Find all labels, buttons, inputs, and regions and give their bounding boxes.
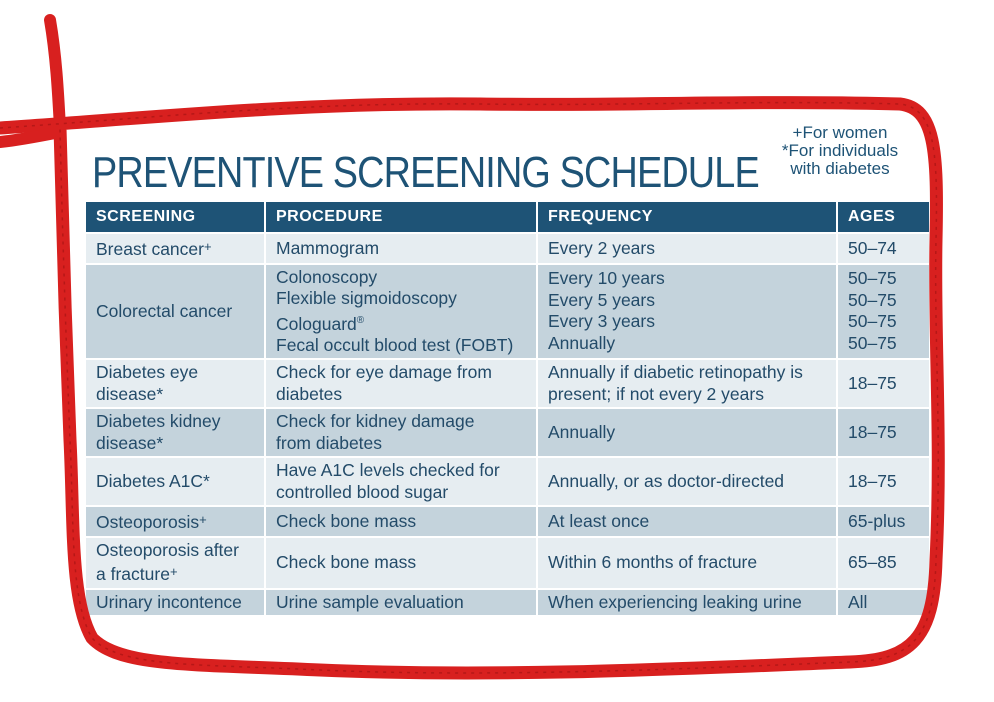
- screening-line: disease*: [96, 432, 164, 453]
- procedure-line-wrap: [276, 310, 526, 335]
- procedure-line: Cologuard: [276, 313, 357, 334]
- procedure-line: Check for kidney damage: [276, 411, 475, 432]
- procedure-line: controlled blood sugar: [276, 481, 449, 502]
- screening-line-wrap: [96, 561, 254, 586]
- header-procedure: PROCEDURE: [266, 202, 538, 232]
- cell-screening: Diabetes A1C*: [86, 458, 266, 505]
- header-screening: SCREENING: [86, 202, 266, 232]
- cell-screening: [86, 360, 266, 407]
- frequency-line: Every 5 years: [548, 289, 655, 310]
- legend-diabetes-line1: *For individuals: [781, 141, 899, 160]
- procedure-line: Check for eye damage from: [276, 362, 492, 383]
- cell-procedure: Mammogram: [266, 234, 538, 263]
- cell-screening: [86, 409, 266, 456]
- cell-ages: 50–74: [838, 234, 929, 263]
- cell-procedure: [266, 360, 538, 407]
- row-breast-cancer: [86, 234, 929, 263]
- frequency-line: Annually if diabetic retinopathy is: [548, 362, 803, 383]
- row-diabetes-kidney: [86, 409, 929, 456]
- screening-line: disease*: [96, 383, 164, 404]
- cell-frequency: Annually, or as doctor-directed: [538, 458, 838, 505]
- frequency-line: Annually: [548, 332, 616, 353]
- screening-line: Diabetes eye: [96, 362, 199, 383]
- cell-ages: 65–85: [838, 538, 929, 588]
- cell-frequency: Every 2 years: [538, 234, 838, 263]
- cell-screening: Urinary incontence: [86, 590, 266, 616]
- procedure-line: Colonoscopy: [276, 266, 378, 287]
- screening-label: Osteoporosis: [96, 512, 200, 533]
- procedure-line: diabetes: [276, 383, 343, 404]
- cell-procedure: [266, 409, 538, 456]
- women-mark: +: [199, 512, 207, 528]
- cell-frequency: At least once: [538, 507, 838, 536]
- women-mark: +: [169, 564, 178, 580]
- header-frequency: FREQUENCY: [538, 202, 838, 232]
- frequency-line: Every 10 years: [548, 268, 665, 289]
- cell-procedure: [266, 265, 538, 359]
- screening-table: [86, 200, 929, 617]
- row-osteoporosis: [86, 507, 929, 536]
- screening-line: a fracture: [96, 564, 170, 585]
- cell-frequency: Within 6 months of fracture: [538, 538, 838, 588]
- procedure-line: Fecal occult blood test (FOBT): [276, 334, 514, 355]
- cell-procedure: Urine sample evaluation: [266, 590, 538, 616]
- header-row: [86, 202, 929, 232]
- cell-procedure: [266, 458, 538, 505]
- cell-frequency: [538, 265, 838, 359]
- cell-ages: 65-plus: [838, 507, 929, 536]
- row-diabetes-eye: [86, 360, 929, 407]
- frequency-line: Every 3 years: [548, 311, 655, 332]
- row-osteoporosis-fracture: [86, 538, 929, 588]
- ages-line: 50–75: [848, 289, 897, 310]
- cell-ages: All: [838, 590, 929, 616]
- legend-diabetes-line2: with diabetes: [790, 159, 890, 178]
- cell-ages: 18–75: [838, 458, 929, 505]
- cell-screening: [86, 507, 266, 536]
- screening-label: Breast cancer: [96, 239, 204, 259]
- cell-frequency: Annually: [538, 409, 838, 456]
- registered-mark: ®: [356, 314, 365, 326]
- legend-women: +For women: [792, 123, 888, 142]
- screening-line: Osteoporosis after: [96, 539, 239, 560]
- procedure-line: Have A1C levels checked for: [276, 460, 500, 481]
- cell-ages: 18–75: [838, 360, 929, 407]
- cell-ages: [838, 265, 929, 359]
- page-title: PREVENTIVE SCREENING SCHEDULE: [92, 148, 759, 197]
- procedure-line: from diabetes: [276, 432, 383, 453]
- ages-line: 50–75: [848, 332, 897, 353]
- frequency-line: present; if not every 2 years: [548, 383, 764, 404]
- ages-line: 50–75: [848, 311, 897, 332]
- screening-line: Diabetes kidney: [96, 411, 221, 432]
- cell-screening: [86, 234, 266, 263]
- cell-procedure: Check bone mass: [266, 538, 538, 588]
- row-diabetes-a1c: [86, 458, 929, 505]
- cell-frequency: When experiencing leaking urine: [538, 590, 838, 616]
- row-urinary-incontinence: [86, 590, 929, 616]
- legend: [770, 124, 910, 178]
- cell-procedure: Check bone mass: [266, 507, 538, 536]
- cell-screening: Colorectal cancer: [86, 265, 266, 359]
- women-mark: +: [203, 239, 212, 254]
- cell-ages: 18–75: [838, 409, 929, 456]
- cell-frequency: [538, 360, 838, 407]
- row-colorectal-cancer: [86, 265, 929, 359]
- procedure-line: Flexible sigmoidoscopy: [276, 288, 457, 308]
- header-ages: AGES: [838, 202, 929, 232]
- cell-screening: [86, 538, 266, 588]
- ages-line: 50–75: [848, 268, 897, 289]
